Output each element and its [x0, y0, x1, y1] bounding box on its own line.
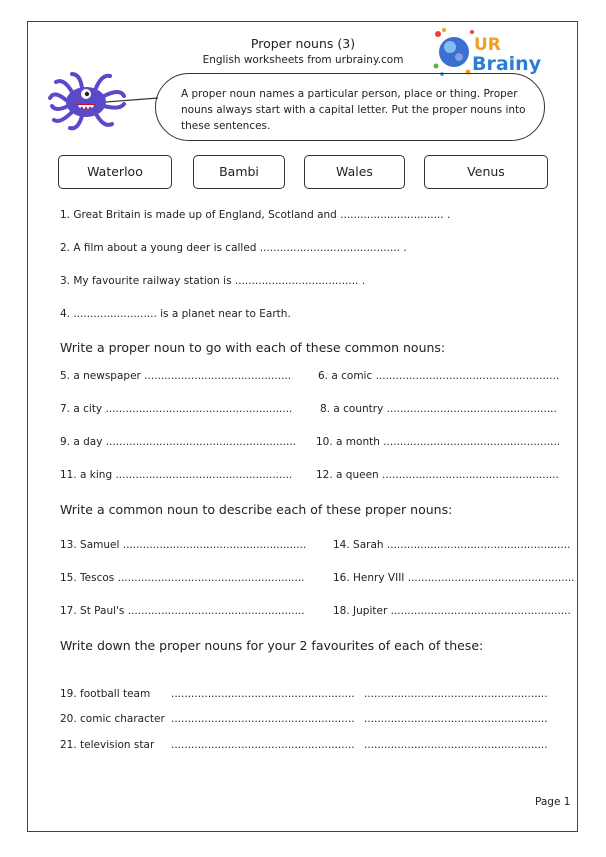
sentence-1: 1. Great Britain is made up of England, Scotland and ............................... . [60, 209, 451, 221]
sentence-4: 4. ......................... is a planet near to Earth. [60, 308, 291, 320]
question-19: 19. football team [60, 688, 151, 700]
section-heading-favourites: Write down the proper nouns for your 2 favourites of each of these: [60, 638, 484, 653]
worksheet-title: Proper nouns (3) [250, 36, 356, 51]
question-16: 16. Henry VIII .................................................. [333, 572, 575, 584]
question-6: 6. a comic ....................................................... [318, 370, 560, 382]
logo-text-brainy: Brainy [472, 53, 542, 75]
question-9: 9. a day ......................................................... [60, 436, 297, 448]
question-18: 18. Jupiter ...................................................... [333, 605, 571, 617]
monster-mascot [46, 70, 164, 134]
instructions-text: A proper noun names a particular person, place or thing. Proper nouns always start with a capital letter. Put the proper nouns into these sentences. [181, 88, 526, 132]
question-11: 11. a king ..................................................... [60, 469, 293, 481]
answer-20b: ....................................................... [364, 713, 548, 725]
sentence-3: 3. My favourite railway station is ..................................... . [60, 275, 366, 287]
urbrainy-logo [432, 26, 548, 78]
question-13: 13. Samuel ....................................................... [60, 539, 307, 551]
question-14: 14. Sarah ....................................................... [333, 539, 571, 551]
worksheet-subtitle: English worksheets from urbrainy.com [202, 54, 404, 66]
section-heading-common-nouns: Write a proper noun to go with each of these common nouns: [60, 340, 446, 355]
section-heading-proper-nouns: Write a common noun to describe each of these proper nouns: [60, 502, 453, 517]
logo-text-ur: UR [474, 35, 501, 55]
question-20: 20. comic character [60, 713, 165, 725]
question-7: 7. a city ........................................................ [60, 403, 293, 415]
question-17: 17. St Paul's ..................................................... [60, 605, 305, 617]
sentence-2: 2. A film about a young deer is called .......................................... . [60, 242, 407, 254]
page-number: Page 1 [535, 796, 571, 808]
word-box-waterloo: Waterloo [58, 155, 172, 189]
answer-21a: ....................................................... [171, 739, 355, 751]
word-box-wales: Wales [304, 155, 405, 189]
answer-19b: ....................................................... [364, 688, 548, 700]
page-border [27, 21, 578, 832]
question-21: 21. television star [60, 739, 155, 751]
question-10: 10. a month ..................................................... [316, 436, 561, 448]
answer-20a: ....................................................... [171, 713, 355, 725]
question-8: 8. a country ................................................... [320, 403, 557, 415]
question-15: 15. Tescos ........................................................ [60, 572, 305, 584]
word-box-bambi: Bambi [193, 155, 285, 189]
answer-19a: ....................................................... [171, 688, 355, 700]
word-box-venus: Venus [424, 155, 548, 189]
question-12: 12. a queen ..................................................... [316, 469, 559, 481]
question-5: 5. a newspaper ............................................ [60, 370, 292, 382]
answer-21b: ....................................................... [364, 739, 548, 751]
